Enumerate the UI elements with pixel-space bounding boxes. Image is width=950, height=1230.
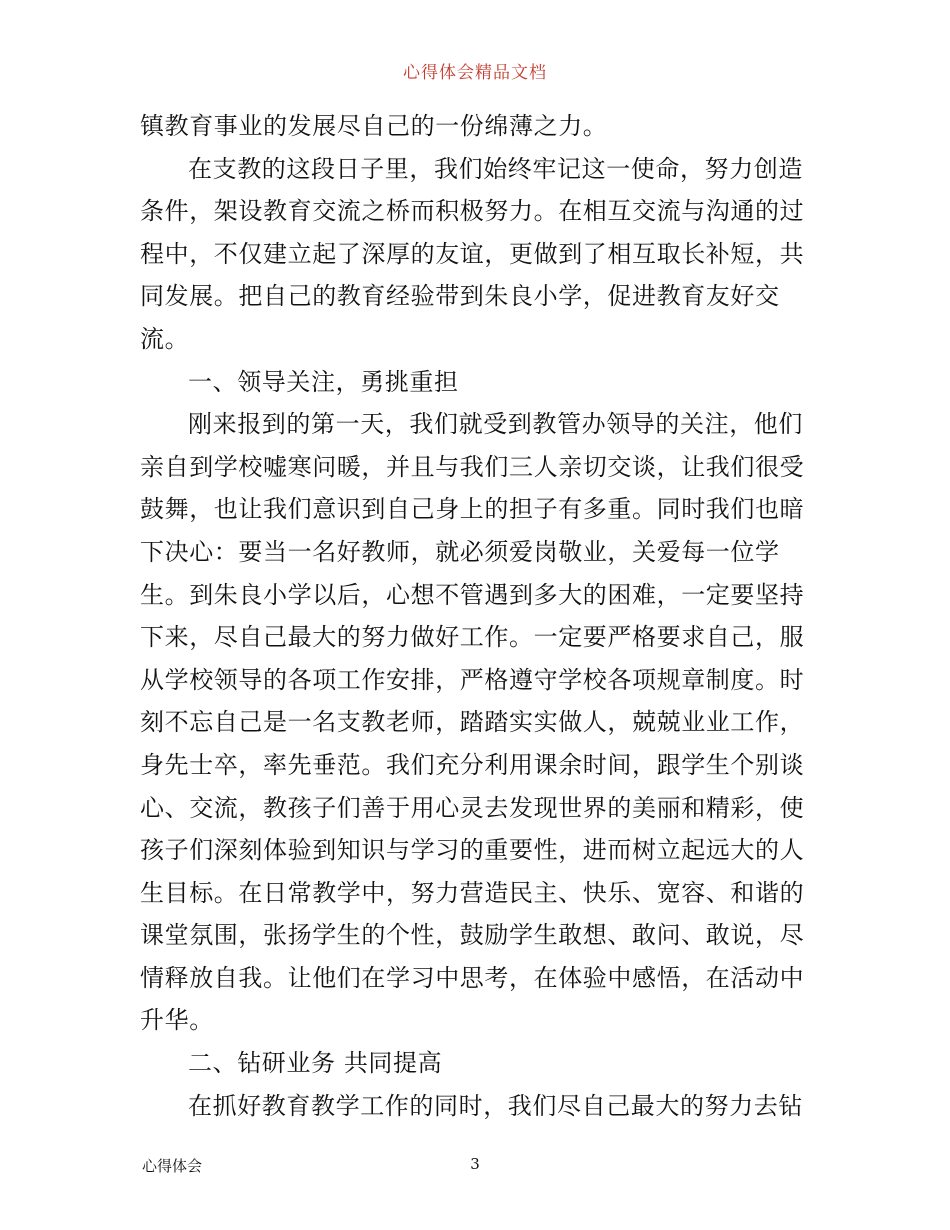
section-heading: 一、领导关注，勇挑重担 (188, 367, 459, 396)
section-heading: 二、钻研业务 共同提高 (188, 1049, 443, 1078)
page-number: 3 (470, 1155, 480, 1173)
document-body (140, 105, 814, 1127)
footer-label: 心得体会 (142, 1157, 203, 1175)
paragraph: 刚来报到的第一天，我们就受到教管办领导的关注，他们亲自到学校嘘寒问暖，并且与我们三人亲切交谈，让我们很受鼓舞，也让我们意识到自己身上的担子有多重。同时我们也暗下决心：要当一名好教师，就必须爱岗敬业，关爱每一位学生。到朱良小学以后，心想不管遇到多大的困难，一定要坚持下来，尽自己最大的努力做好工作。一定要严格要求自己，服从学校领导的各项工作安排，严格遵守学校各项规章制度。时刻不忘自己是一名支教老师，踏踏实实做人，兢兢业业工作，身先士卒，率先垂范。我们充分利用课余时间，跟学生个别谈心、交流，教孩子们善于用心灵去发现世界的美丽和精彩，使孩子们深刻体验到知识与学习的重要性，进而树立起远大的人生目标。在日常教学中，努力营造民主、快乐、宽容、和谐的课堂氛围，张扬学生的个性，鼓励学生敢想、敢问、敢说，尽情释放自我。让他们在学习中思考，在体验中感悟，在活动中升华。 (140, 410, 805, 1035)
paragraph: 在支教的这段日子里，我们始终牢记这一使命，努力创造条件，架设教育交流之桥而积极努力。在相互交流与沟通的过程中，不仅建立起了深厚的友谊，更做到了相互取长补短，共同发展。把自己的教育经验带到朱良小学，促进教育友好交流。 (140, 154, 805, 353)
paragraph: 在抓好教育教学工作的同时，我们尽自己最大的努力去钻 (188, 1091, 803, 1120)
paragraph-continuation: 镇教育事业的发展尽自己的一份绵薄之力。 (140, 112, 608, 140)
page-header: 心得体会精品文档 (403, 63, 547, 83)
